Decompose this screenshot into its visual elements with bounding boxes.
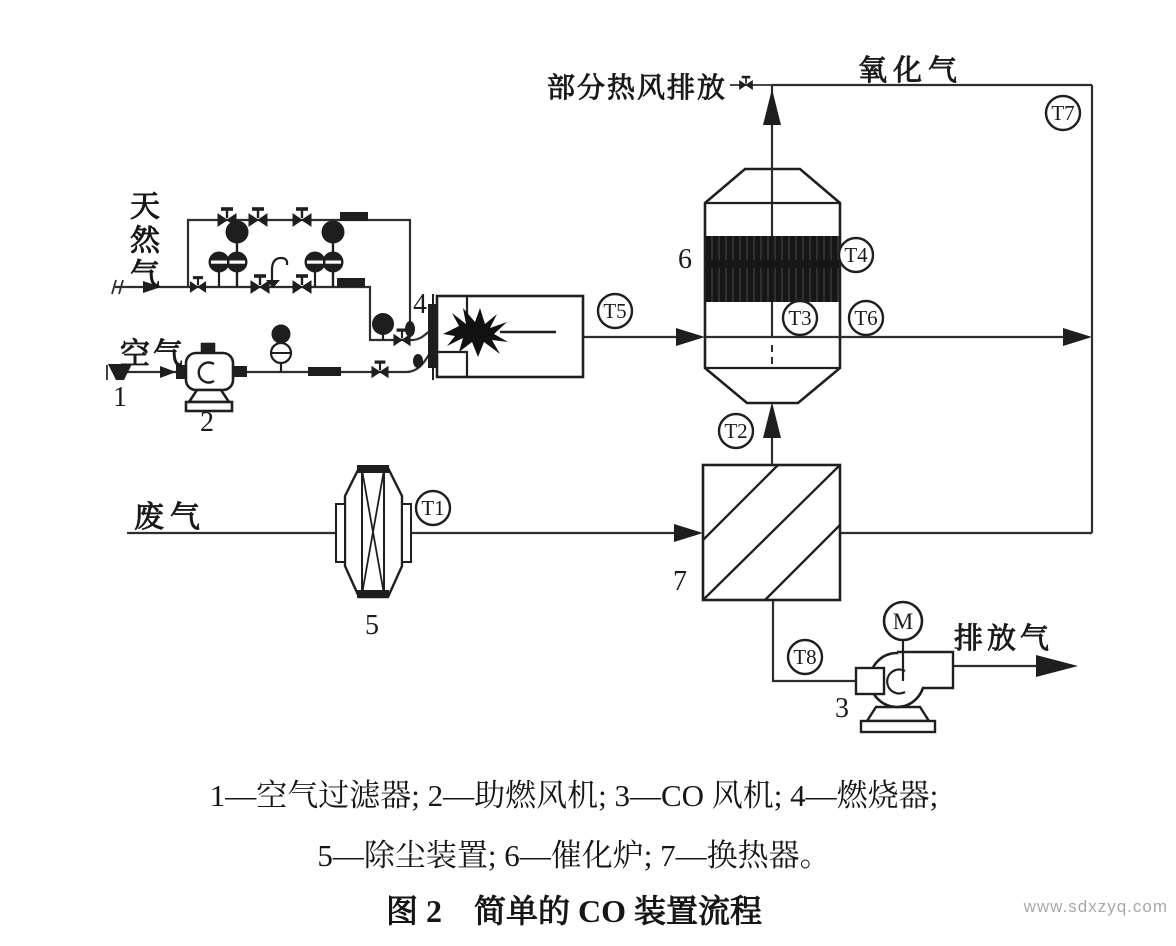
num-burner: 4 <box>413 289 427 320</box>
blower-outlet-block <box>233 366 247 377</box>
tag-t5 <box>598 294 632 328</box>
legend-line-1: 1—空气过滤器; 2—助燃风机; 3—CO 风机; 4—燃烧器; <box>209 778 939 813</box>
svg-text:T3: T3 <box>788 306 812 330</box>
catalytic-furnace <box>705 85 1064 403</box>
svg-text:T8: T8 <box>793 645 817 669</box>
num-dust-remover: 5 <box>365 610 379 641</box>
gas-valve-2 <box>251 276 269 293</box>
svg-text:T1: T1 <box>421 496 445 520</box>
fan-base-plate <box>861 721 935 732</box>
bypass-valve-2 <box>249 209 267 226</box>
gas-pressure-gauge <box>372 313 394 335</box>
fan-inlet-box <box>856 668 884 694</box>
exhaust-gas-label: 排放气 <box>954 623 1054 655</box>
legend-line-2: 5—除尘装置; 6—催化炉; 7—换热器。 <box>317 838 831 873</box>
tag-t1 <box>416 491 450 525</box>
natural-gas-line <box>115 287 412 340</box>
burner-and-chamber <box>428 294 583 380</box>
tag-t8 <box>788 640 822 674</box>
svg-text:T2: T2 <box>724 419 748 443</box>
arrow-into-furnace <box>676 328 705 346</box>
bypass-restrictor <box>340 212 368 221</box>
air-drop-fitting <box>413 354 423 368</box>
tag-t2 <box>719 414 753 448</box>
filter-cap-top <box>357 465 389 473</box>
burner-body <box>428 304 438 368</box>
gas-regulator-2 <box>305 221 344 287</box>
num-blower: 2 <box>200 407 214 438</box>
heat-exchanger <box>703 465 840 600</box>
catalyst-bed <box>706 236 839 302</box>
air-valve <box>372 362 388 377</box>
pipes <box>107 85 1092 681</box>
impulse-line-hook <box>266 258 287 288</box>
stream-labels <box>120 53 1053 655</box>
air-restrictor <box>308 367 341 376</box>
waste-gas-label: 废气 <box>134 501 206 534</box>
tag-t4 <box>839 238 873 272</box>
dust-remover-flange-right <box>402 504 411 562</box>
gas-valve-3 <box>293 276 311 293</box>
arrow-vent-up <box>763 89 781 125</box>
tag-t6 <box>849 301 883 335</box>
svg-text:T5: T5 <box>603 299 627 323</box>
fan-base-skirt <box>867 707 929 721</box>
num-heat-exchanger: 7 <box>673 566 687 597</box>
num-air-filter: 1 <box>113 382 127 413</box>
combustion-blower-body <box>186 344 233 411</box>
svg-text:T4: T4 <box>844 243 868 267</box>
num-furnace: 6 <box>678 244 692 275</box>
motor-label: M <box>892 609 914 634</box>
arrow-into-furnace-bottom <box>763 402 781 438</box>
vent-valve <box>740 77 753 89</box>
figure-caption: 图 2 简单的 CO 装置流程 <box>385 893 762 929</box>
arrow-into-hx <box>674 524 703 542</box>
filter-cap-bottom <box>357 590 389 598</box>
arrow-exhaust <box>1036 655 1078 677</box>
bypass-valve-3 <box>293 209 311 226</box>
arrow-furnace-to-riser <box>1063 328 1092 346</box>
num-co-fan: 3 <box>835 693 849 724</box>
dust-remover <box>336 465 411 598</box>
tag-t3 <box>783 301 817 335</box>
oxidized-gas-label: 氧化气 <box>858 55 964 87</box>
gas-valve-1 <box>190 278 205 292</box>
dust-remover-flange-left <box>336 504 345 562</box>
bypass-drop-fitting <box>405 321 415 337</box>
air-gauge-pair <box>271 325 291 372</box>
site-watermark: www.sdxzyq.com <box>1023 897 1168 916</box>
air-label: 空气 <box>120 338 186 371</box>
gas-burner-elbow <box>412 331 430 340</box>
svg-text:T7: T7 <box>1051 101 1075 125</box>
co-fan <box>856 602 953 732</box>
gas-regulator-1 <box>209 221 248 287</box>
tag-t7 <box>1046 96 1080 130</box>
gas-restrictor <box>337 278 365 287</box>
natural-gas-label: 天然气 <box>125 190 158 292</box>
svg-text:T6: T6 <box>854 306 878 330</box>
partial-hot-air-label: 部分热风排放 <box>546 73 727 104</box>
